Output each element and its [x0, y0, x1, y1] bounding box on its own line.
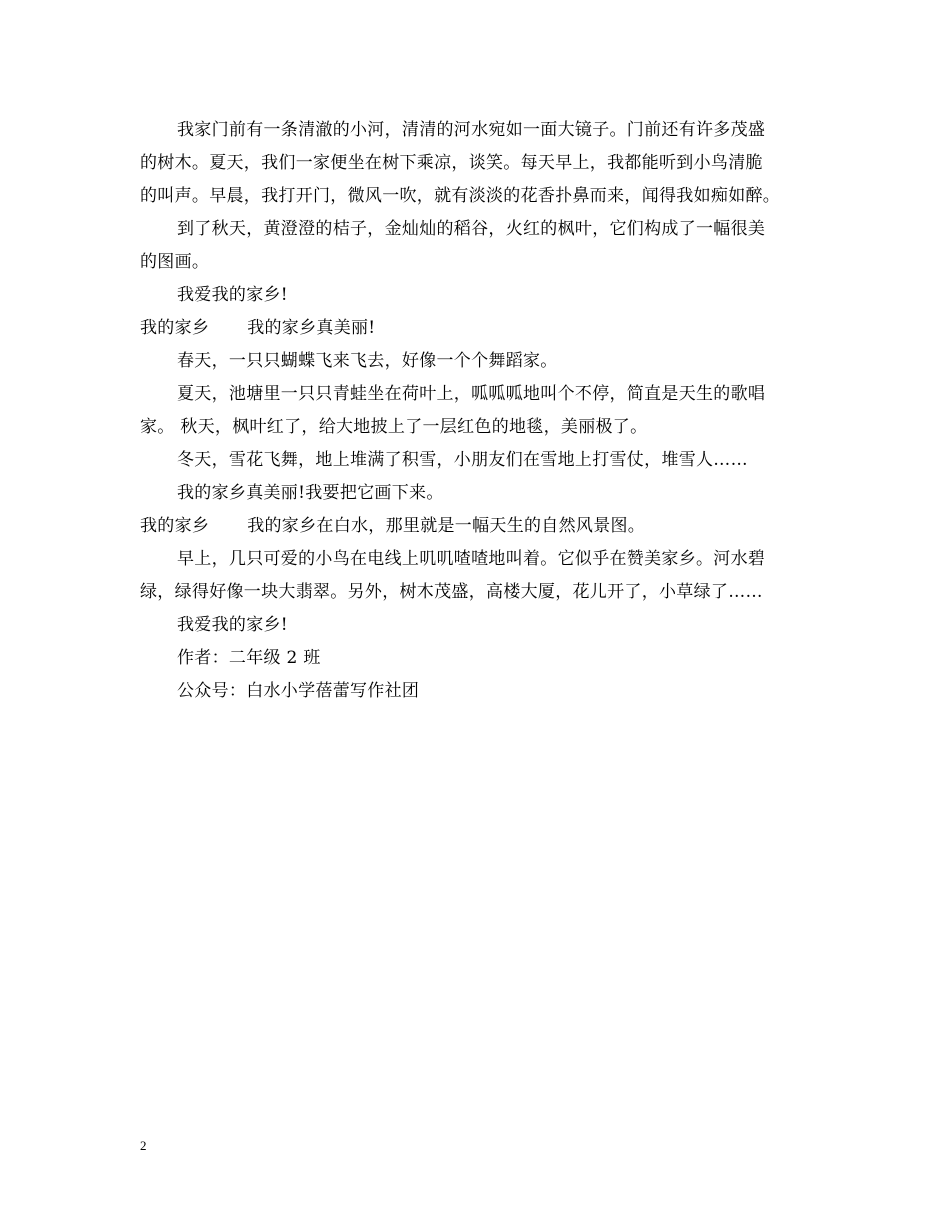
- paragraph-line: 到了秋天，黄澄澄的桔子，金灿灿的稻谷，火红的枫叶，它们构成了一幅很美: [177, 219, 766, 239]
- paragraph-line: 我爱我的家乡!: [177, 615, 288, 635]
- paragraph-line: 我家门前有一条清澈的小河，清清的河水宛如一面大镜子。门前还有许多茂盛: [177, 120, 766, 140]
- paragraph-line: 的叫声。早晨，我打开门，微风一吹，就有淡淡的花香扑鼻而来，闻得我如痴如醉。: [140, 186, 781, 206]
- section-heading-line: [140, 312, 820, 345]
- paragraph-line: 冬天，雪花飞舞，地上堆满了积雪，小朋友们在雪地上打雪仗，堆雪人……: [177, 450, 748, 470]
- paragraph-line: 春天，一只只蝴蝶飞来飞去，好像一个个舞蹈家。: [177, 351, 558, 371]
- paragraph-line: 早上，几只可爱的小鸟在电线上叽叽喳喳地叫着。它似乎在赞美家乡。河水碧: [177, 549, 766, 569]
- document-body: [140, 114, 820, 708]
- author-line: 作者：二年级 2 班: [177, 648, 321, 668]
- page-number: 2: [140, 1138, 147, 1153]
- public-account-line: 公众号：白水小学蓓蕾写作社团: [177, 681, 420, 701]
- paragraph-line: 我的家乡真美丽!我要把它画下来。: [177, 483, 444, 503]
- paragraph-line: 我爱我的家乡!: [177, 285, 288, 305]
- section-title: 我的家乡: [140, 516, 210, 536]
- section-title: 我的家乡: [140, 318, 210, 338]
- paragraph-line: 的图画。: [140, 252, 210, 272]
- section-heading-line: [140, 510, 820, 543]
- section-first-sentence: 我的家乡真美丽!: [247, 318, 376, 338]
- paragraph-line: 绿，绿得好像一块大翡翠。另外，树木茂盛，高楼大厦，花儿开了，小草绿了……: [140, 582, 763, 602]
- paragraph-line: 夏天，池塘里一只只青蛙坐在荷叶上，呱呱呱地叫个不停，简直是天生的歌唱: [177, 384, 766, 404]
- paragraph-line: 的树木。夏天，我们一家便坐在树下乘凉，谈笑。每天早上，我都能听到小鸟清脆: [140, 153, 763, 173]
- section-first-sentence: 我的家乡在白水，那里就是一幅天生的自然风景图。: [247, 516, 646, 536]
- paragraph-line: 家。 秋天，枫叶红了，给大地披上了一层红色的地毯，美丽极了。: [140, 417, 648, 437]
